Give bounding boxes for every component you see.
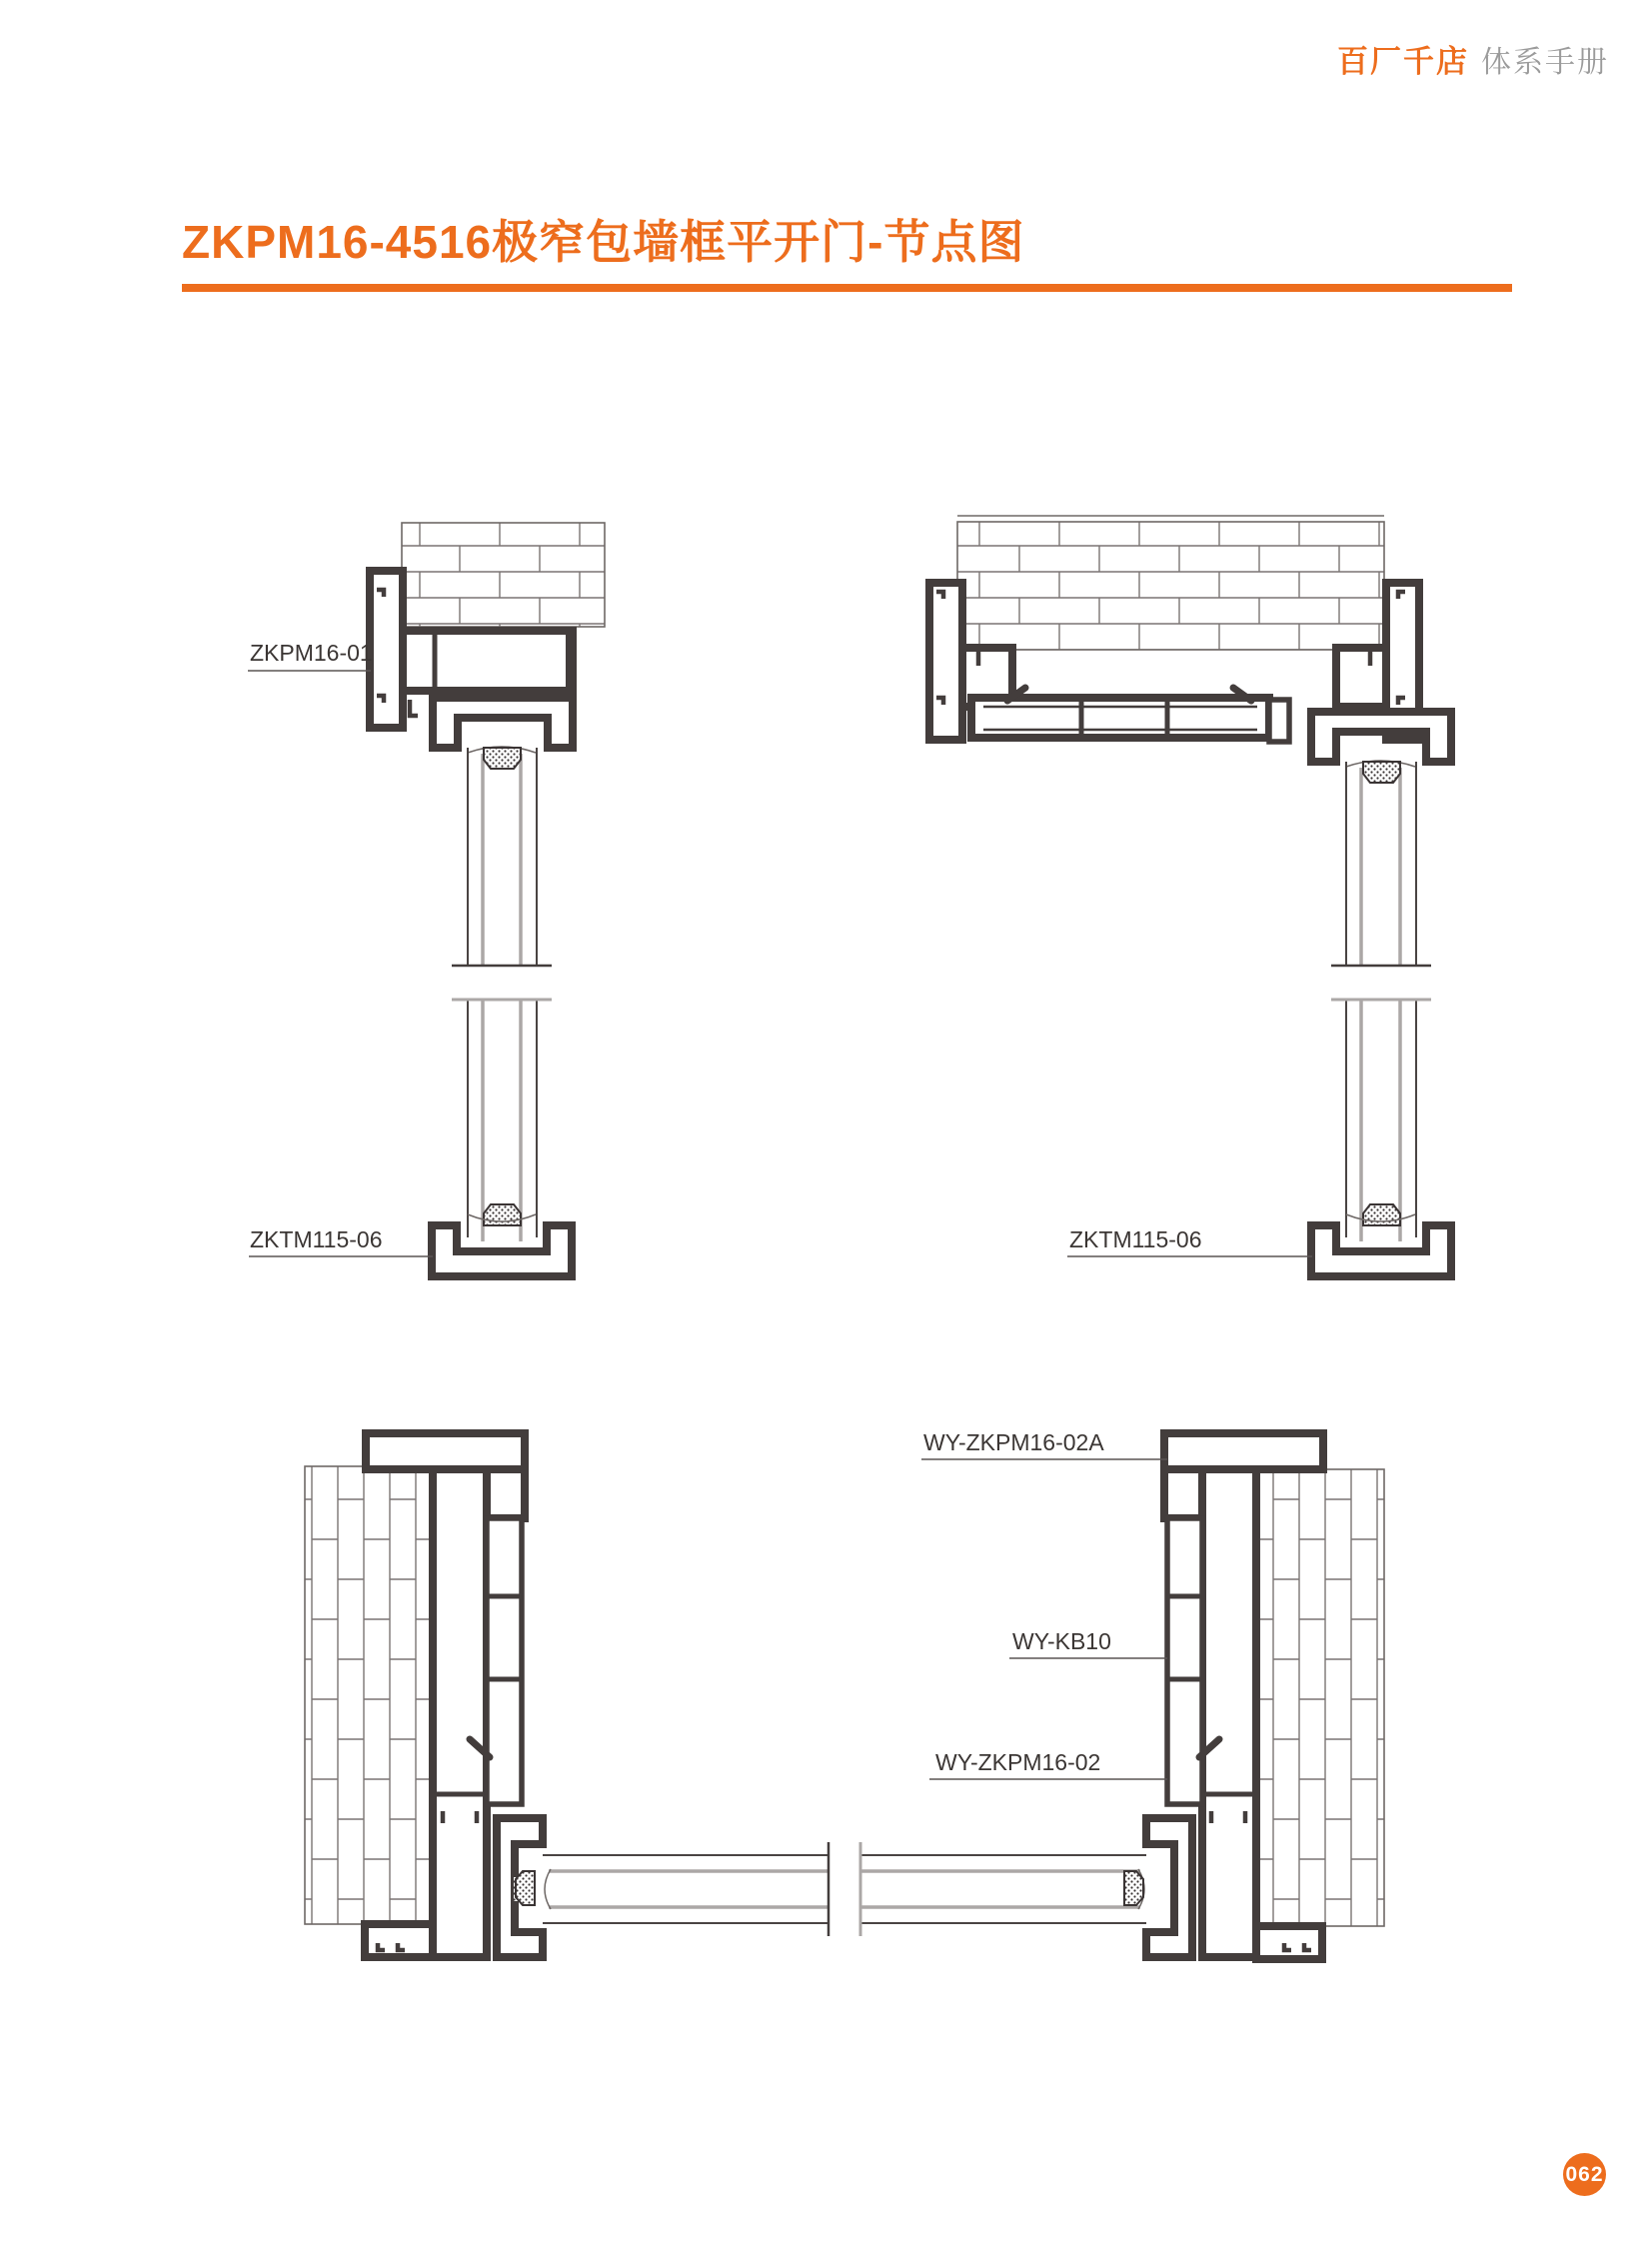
glazing-gasket-right: [1124, 1871, 1143, 1905]
frame-box-right: [1336, 648, 1386, 707]
part-label-zktm115-06: ZKTM115-06: [250, 1226, 383, 1252]
threshold-profile: [432, 1225, 572, 1276]
wall-wrap-channel-profile: [370, 571, 403, 728]
connector-profile-left: [487, 1518, 522, 1804]
page-number-badge: 062: [1563, 2153, 1606, 2196]
leaf-stop-hook: [410, 700, 418, 716]
brick-wall-right: [1257, 1469, 1384, 1926]
diagram-section-top-left: [248, 523, 605, 1276]
glazing-gasket-bottom: [484, 1204, 521, 1225]
leaf-edge-lines: [543, 1855, 1146, 1923]
wall-wrap-channel-top-right: [1164, 1433, 1323, 1469]
glass-lines: [549, 1871, 1140, 1907]
wall-wrap-channel-left: [929, 583, 962, 740]
part-label-zktm115-06: ZKTM115-06: [1069, 1226, 1202, 1252]
diagram-section-top-right: [929, 516, 1451, 1276]
door-leaf-top-rail: [1311, 712, 1451, 762]
brick-wall-left: [305, 1466, 432, 1924]
part-label-wy-zkpm16-02a: WY-ZKPM16-02A: [923, 1429, 1104, 1455]
part-label-zkpm16-01: ZKPM16-01: [250, 640, 373, 666]
jamb-face-plate-right: [1202, 1469, 1256, 1957]
infill-panel-profile: [971, 698, 1269, 738]
part-label-wy-zkpm16-02: WY-ZKPM16-02: [935, 1749, 1101, 1775]
leaf-lock-stile: [1146, 1818, 1192, 1957]
glass-end-curves: [545, 1869, 1144, 1909]
glass-lines: [1361, 768, 1400, 1241]
head-frame-profile: [403, 631, 573, 691]
panel-end-step: [1269, 700, 1289, 742]
diagram-section-bottom: [305, 1429, 1384, 1959]
wall-wrap-channel-bottom-right: [1256, 1926, 1322, 1959]
glazing-gasket-top: [1363, 762, 1400, 783]
brick-wall: [957, 522, 1384, 650]
brand-logo-primary: 百厂千店: [1337, 44, 1469, 79]
brand-logo-secondary: 体系手册: [1481, 46, 1609, 79]
glazing-gasket-top: [484, 748, 521, 769]
glazing-gasket-left: [516, 1871, 535, 1905]
brick-wall: [402, 523, 605, 627]
jamb-face-plate-left: [433, 1469, 487, 1957]
wall-wrap-channel-top-left: [366, 1433, 525, 1469]
page-title: ZKPM16-4516极窄包墙框平开门-节点图: [182, 216, 1025, 268]
glass-lines: [483, 754, 521, 1241]
threshold-profile: [1311, 1225, 1451, 1276]
connector-profile-right: [1167, 1518, 1202, 1804]
glazing-gasket-bottom: [1363, 1204, 1400, 1225]
leaf-edge-lines: [468, 748, 537, 1237]
part-label-wy-kb10: WY-KB10: [1012, 1628, 1111, 1654]
door-leaf-top-rail: [433, 698, 573, 748]
